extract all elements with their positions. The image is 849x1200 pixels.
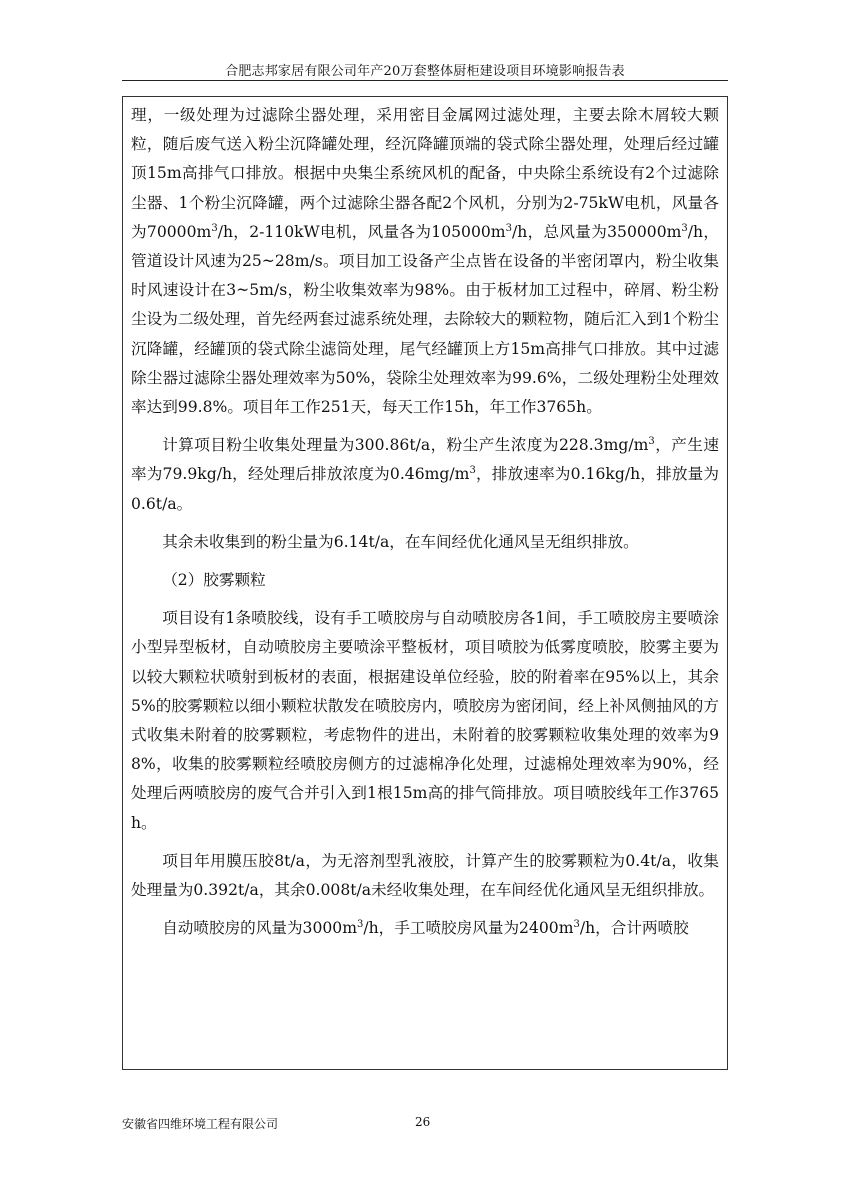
superscript: 3 [357, 919, 364, 931]
section-heading-glue-mist: （2）胶雾颗粒 [162, 571, 266, 590]
paragraph-uncollected-dust: 其余未收集到的粉尘量为6.14t/a，在车间经优化通风呈无组织排放。 [162, 532, 639, 551]
paragraph-dust-system [131, 101, 719, 422]
paragraph-text: ，排放速率为0.16kg/h，排放量为0.6t/a。 [131, 465, 719, 513]
paragraph-text: 自动喷胶房的风量为3000m [162, 919, 358, 938]
paragraph-text: ，产生速率为79.9kg/h，经处理后排放浓度为0.46mg/m [131, 436, 719, 484]
paragraph-dust-calculation [131, 431, 719, 519]
paragraph-text: /h，合计两喷胶 [579, 919, 689, 938]
paragraph-glue-airflow [131, 914, 719, 943]
paragraph-text: 理，一级处理为过滤除尘器处理，采用密目金属网过滤处理，主要去除木屑较大颗粒，随后废气送入粉尘沉降罐处理，经沉降罐顶端的袋式除尘器处理，处理后经过罐顶15m高排气口排放。根据中央集尘系统风机的配备，中央除尘系统设有2个过滤除尘器、1个粉尘沉降罐，两个过滤除尘器各配2个风机，分别为2-75kW电机，风量各为70000m [131, 106, 719, 241]
paragraph-text: /h，总风量为350000m [511, 222, 682, 241]
superscript: 3 [469, 465, 476, 477]
page-number: 26 [415, 1115, 431, 1129]
superscript: 3 [573, 919, 580, 931]
footer-company: 安徽省四维环境工程有限公司 [122, 1117, 279, 1131]
paragraph-text: /h，2-110kW电机，风量各为105000m [217, 222, 506, 241]
paragraph-text: /h，手工喷胶房风量为2400m [363, 919, 574, 938]
paragraph-text: 计算项目粉尘收集处理量为300.86t/a，粉尘产生浓度为228.3mg/m [162, 436, 649, 455]
paragraph-text: /h，管道设计风速为25~28m/s。项目加工设备产尘点皆在设备的半密闭罩内，粉尘收集时风速设计在3~5m/s，粉尘收集效率为98%。由于板材加工过程中，碎屑、粉尘粉尘设为二级处理，首先经两套过滤系统处理，去除较大的颗粒物，随后汇入到1个粉尘沉降罐，经罐顶的袋式除尘滤筒处理，尾气经罐顶上方15m高排气口排放。其中过滤除尘器过滤除尘器处理效率为50%，袋除尘处理效率为99.6%，二级处理粉尘处理效率达到99.8%。项目年工作251天，每天工作15h，年工作3765h。 [131, 222, 719, 417]
page-header-title: 合肥志邦家居有限公司年产20万套整体厨柜建设项目环境影响报告表 [225, 64, 625, 79]
content-box [122, 96, 728, 1070]
superscript: 3 [681, 222, 688, 234]
superscript: 3 [505, 222, 512, 234]
paragraph-glue-line: 项目设有1条喷胶线，设有手工喷胶房与自动喷胶房各1间，手工喷胶房主要喷涂小型异型板材，自动喷胶房主要喷涂平整板材，项目喷胶为低雾度喷胶，胶雾主要为以较大颗粒状喷射到板材的表面，根据建设单位经验，胶的附着率在95%以上，其余5%的胶雾颗粒以细小颗粒状散发在喷胶房内，喷胶房为密闭间，经上补风侧抽风的方式收集未附着的胶雾颗粒，考虑物件的进出，未附着的胶雾颗粒收集处理的效率为98%，收集的胶雾颗粒经喷胶房侧方的过滤棉净化处理，过滤棉处理效率为90%，经处理后两喷胶房的废气合并引入到1根15m高的排气筒排放。项目喷胶线年工作3765h。 [131, 609, 719, 832]
header-rule [122, 80, 728, 81]
superscript: 3 [648, 436, 655, 448]
paragraph-glue-usage: 项目年用膜压胶8t/a，为无溶剂型乳液胶，计算产生的胶雾颗粒为0.4t/a，收集处理量为0.392t/a，其余0.008t/a未经收集处理，在车间经优化通风呈无组织排放。 [131, 851, 719, 900]
superscript: 3 [211, 222, 218, 234]
